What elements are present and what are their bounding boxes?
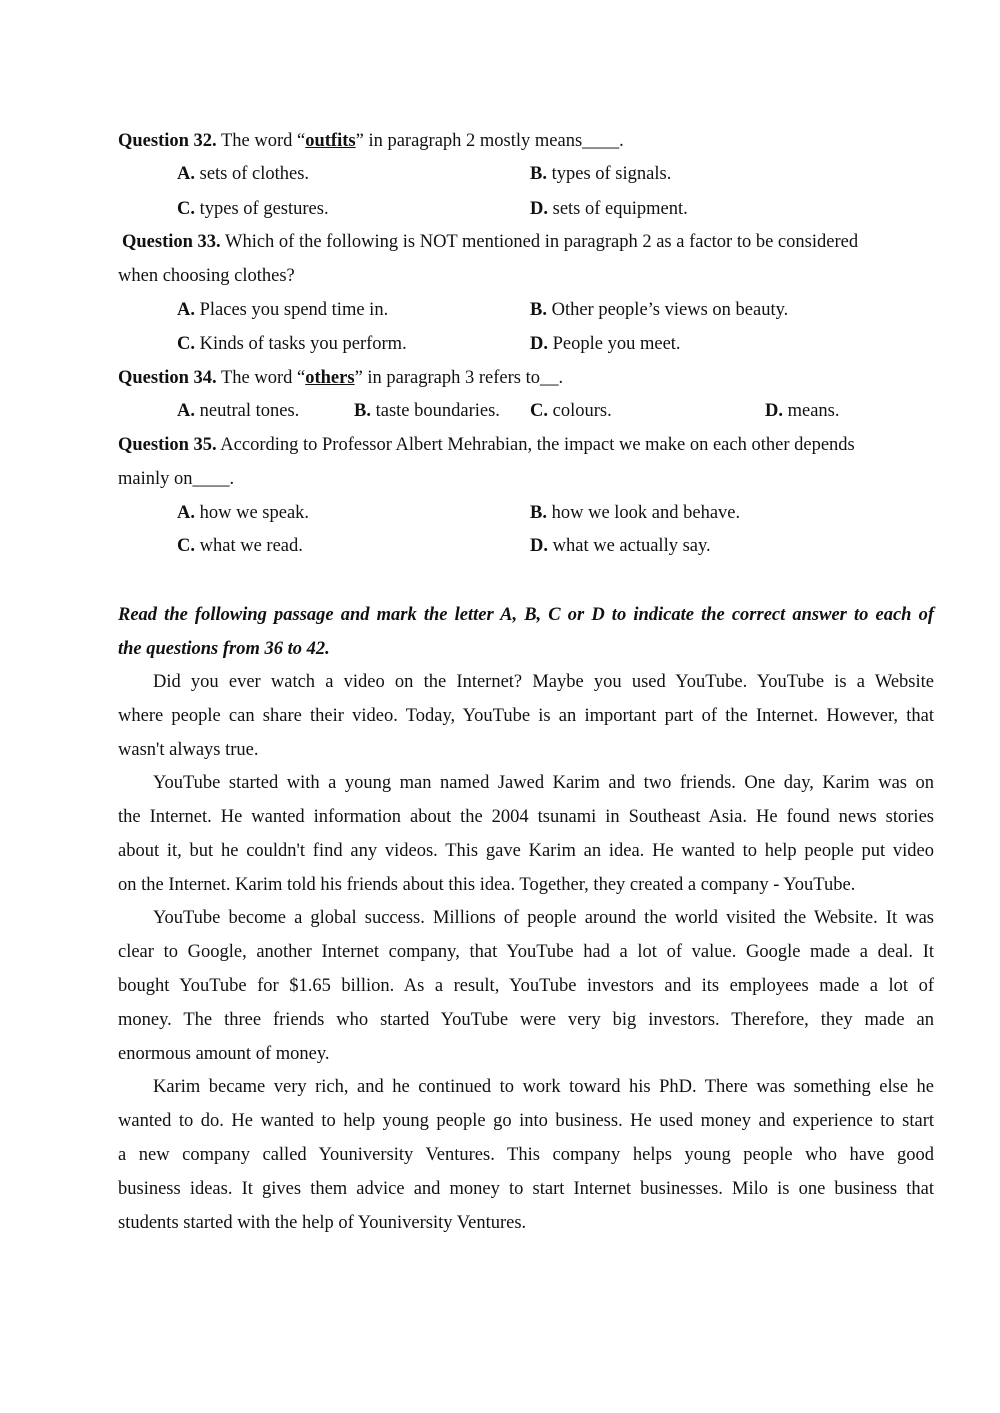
q35-option-b: B. how we look and behave. bbox=[530, 503, 741, 523]
q32-option-d: D. sets of equipment. bbox=[530, 199, 688, 219]
passage-line: business ideas. It gives them advice and money to start Internet businesses. Milo is one business that bbox=[118, 1179, 934, 1199]
q34-option-a: A. neutral tones. bbox=[177, 401, 300, 421]
passage-line: Did you ever watch a video on the Internet? Maybe you used YouTube. YouTube is a Website bbox=[153, 672, 934, 692]
question-number: Question 34. bbox=[118, 368, 217, 388]
q34-option-b: B. taste boundaries. bbox=[354, 401, 500, 421]
passage-line: a new company called Youniversity Ventures. This company helps young people who have good bbox=[118, 1145, 934, 1165]
question-33-stem-cont: when choosing clothes? bbox=[118, 266, 295, 286]
q32-option-c: C. types of gestures. bbox=[177, 199, 329, 219]
passage-line: wasn't always true. bbox=[118, 740, 259, 760]
q33-option-a: A. Places you spend time in. bbox=[177, 300, 389, 320]
passage-line: the Internet. He wanted information about the 2004 tsunami in Southeast Asia. He found news stories bbox=[118, 807, 934, 827]
question-34-stem: Question 34. The word “others” in paragraph 3 refers to__. bbox=[118, 368, 564, 388]
q35-option-c: C. what we read. bbox=[177, 536, 303, 556]
q32-option-b: B. types of signals. bbox=[530, 164, 672, 184]
keyword: others bbox=[305, 368, 355, 388]
passage-line: wanted to do. He wanted to help young people go into business. He used money and experience to start bbox=[118, 1111, 934, 1131]
q34-option-c: C. colours. bbox=[530, 401, 612, 421]
question-35-stem-cont: mainly on____. bbox=[118, 469, 235, 489]
question-35-stem: Question 35. According to Professor Albert Mehrabian, the impact we make on each other depends bbox=[118, 435, 855, 455]
question-number: Question 32. bbox=[118, 131, 217, 151]
passage-line: where people can share their video. Today, YouTube is an important part of the Internet. However, that bbox=[118, 706, 934, 726]
q32-option-a: A. sets of clothes. bbox=[177, 164, 310, 184]
question-number: Question 35. bbox=[118, 435, 217, 455]
instruction-line: the questions from 36 to 42. bbox=[118, 639, 330, 659]
question-32-stem: Question 32. The word “outfits” in paragraph 2 mostly means____. bbox=[118, 131, 624, 151]
q35-option-d: D. what we actually say. bbox=[530, 536, 711, 556]
instruction-line: Read the following passage and mark the letter A, B, C or D to indicate the correct answer to each of bbox=[118, 605, 934, 625]
q33-option-d: D. People you meet. bbox=[530, 334, 681, 354]
q34-option-d: D. means. bbox=[765, 401, 840, 421]
passage-line: bought YouTube for $1.65 billion. As a result, YouTube investors and its employees made a lot of bbox=[118, 976, 934, 996]
q35-option-a: A. how we speak. bbox=[177, 503, 310, 523]
question-number: Question 33. bbox=[122, 232, 221, 252]
passage-line: YouTube become a global success. Millions of people around the world visited the Website. It was bbox=[153, 908, 934, 928]
passage-line: clear to Google, another Internet company, that YouTube had a lot of value. Google made a deal. It bbox=[118, 942, 934, 962]
passage-line: YouTube started with a young man named Jawed Karim and two friends. One day, Karim was on bbox=[153, 773, 934, 793]
keyword: outfits bbox=[305, 131, 356, 151]
q33-option-c: C. Kinds of tasks you perform. bbox=[177, 334, 407, 354]
passage-line: Karim became very rich, and he continued to work toward his PhD. There was something else he bbox=[153, 1077, 934, 1097]
passage-line: about it, but he couldn't find any videos. This gave Karim an idea. He wanted to help people put video bbox=[118, 841, 934, 861]
passage-line: money. The three friends who started YouTube were very big investors. Therefore, they made an bbox=[118, 1010, 934, 1030]
passage-line: students started with the help of Youniversity Ventures. bbox=[118, 1213, 527, 1233]
q33-option-b: B. Other people’s views on beauty. bbox=[530, 300, 789, 320]
passage-line: on the Internet. Karim told his friends about this idea. Together, they created a company - YouTube. bbox=[118, 875, 856, 895]
question-33-stem: Question 33. Which of the following is NOT mentioned in paragraph 2 as a factor to be considered bbox=[122, 232, 859, 252]
passage-line: enormous amount of money. bbox=[118, 1044, 330, 1064]
